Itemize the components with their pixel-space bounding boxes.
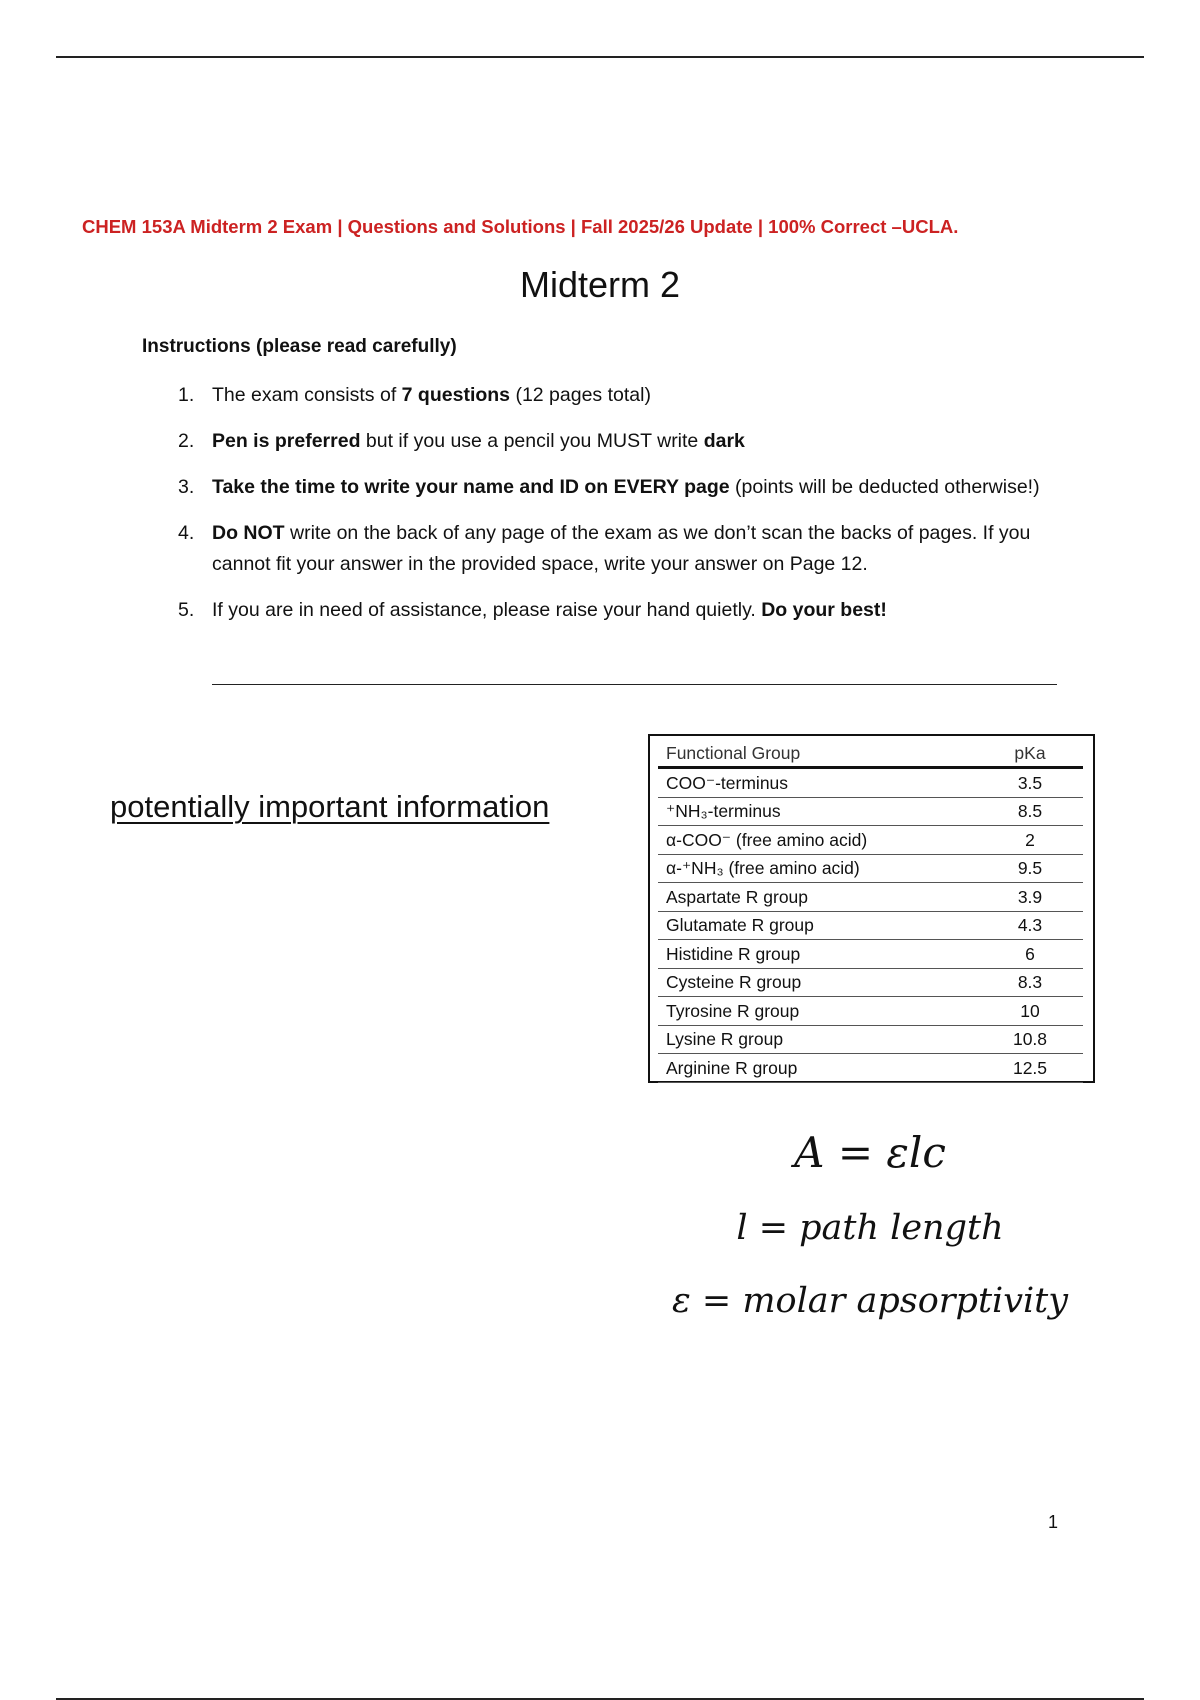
functional-group-cell: Tyrosine R group [658,997,977,1026]
functional-group-cell: α-COO⁻ (free amino acid) [658,826,977,855]
pka-value-cell: 3.9 [977,883,1083,912]
functional-group-cell: Aspartate R group [658,883,977,912]
pka-value-cell: 4.3 [977,911,1083,940]
pka-value-cell: 9.5 [977,854,1083,883]
instruction-item [178,472,1058,503]
page-title: Midterm 2 [519,264,681,305]
page-number: 1 [1048,1512,1059,1532]
pka-table-body [658,768,1083,1083]
pka-table-row [658,1025,1083,1054]
instruction-text-part: write on the back of any page of the exam as we don’t scan the backs of pages. If you cannot fit your answer in the provided space, write your answer on Page 12. [212,522,1031,575]
pka-table-row [658,768,1083,798]
instructions-heading: Instructions (please read carefully) [142,336,457,357]
pka-value-cell: 10.8 [977,1025,1083,1054]
pka-table-row [658,997,1083,1026]
instruction-text-part: (12 pages total) [510,384,651,406]
beer-lambert-equation: A = εlc [794,1128,946,1177]
instruction-number: 1. [178,384,195,406]
separator-line [212,684,1057,685]
pka-table-row [658,1054,1083,1083]
instruction-text-part: If you are in need of assistance, please raise your hand quietly. [212,599,762,621]
instruction-text [212,472,1058,503]
functional-group-cell: COO⁻-terminus [658,768,977,798]
path-length-definition: l = path length [736,1208,1004,1248]
instruction-emphasis: Pen is preferred [212,430,361,452]
functional-group-cell: Histidine R group [658,940,977,969]
functional-group-cell: ⁺NH₃-terminus [658,797,977,826]
functional-group-cell: Lysine R group [658,1025,977,1054]
instruction-item [178,426,1058,457]
top-rule [56,56,1144,58]
pka-header-group: Functional Group [658,740,977,768]
instruction-emphasis: 7 questions [401,384,511,406]
instructions-list [178,380,1058,641]
instruction-number: 2. [178,430,195,452]
instruction-number: 5. [178,599,195,621]
pka-table-row [658,968,1083,997]
pka-value-cell: 2 [977,826,1083,855]
instruction-emphasis: Take the time to write your name and ID on EVERY page [212,476,730,498]
pka-table [658,740,1083,1083]
pka-value-cell: 10 [977,997,1083,1026]
instruction-text-part: The exam consists of [212,384,402,406]
pka-table-row [658,883,1083,912]
instruction-number: 4. [178,522,195,544]
info-heading: potentially important information [110,789,550,824]
pka-table-header-row [658,740,1083,768]
pka-table-row [658,826,1083,855]
document-banner: CHEM 153A Midterm 2 Exam | Questions and Solutions | Fall 2025/26 Update | 100% Correct –UCLA. [82,216,959,237]
instruction-emphasis: dark [703,430,745,452]
instruction-item [178,518,1058,580]
pka-value-cell: 6 [977,940,1083,969]
instruction-item [178,380,1058,411]
instruction-item [178,595,1058,626]
pka-value-cell: 8.5 [977,797,1083,826]
pka-value-cell: 8.3 [977,968,1083,997]
instruction-text-part: but if you use a pencil you MUST write [360,430,704,452]
pka-table-row [658,797,1083,826]
instruction-text [212,518,1058,580]
functional-group-cell: α-⁺NH₃ (free amino acid) [658,854,977,883]
pka-table-row [658,940,1083,969]
instruction-text [212,426,1058,457]
functional-group-cell: Cysteine R group [658,968,977,997]
instruction-number: 3. [178,476,195,498]
instruction-text-part: (points will be deducted otherwise!) [729,476,1040,498]
instruction-emphasis: Do NOT [212,522,285,544]
pka-value-cell: 12.5 [977,1054,1083,1083]
functional-group-cell: Glutamate R group [658,911,977,940]
pka-value-cell: 3.5 [977,768,1083,798]
pka-table-row [658,854,1083,883]
pka-table-row [658,911,1083,940]
molar-absorptivity-definition: ε = molar apsorptivity [671,1281,1069,1321]
pka-table-box [648,734,1095,1083]
instruction-text [212,380,1058,411]
pka-header-value: pKa [977,740,1083,768]
functional-group-cell: Arginine R group [658,1054,977,1083]
instruction-emphasis: Do your best! [761,599,887,621]
instruction-text [212,595,1058,626]
